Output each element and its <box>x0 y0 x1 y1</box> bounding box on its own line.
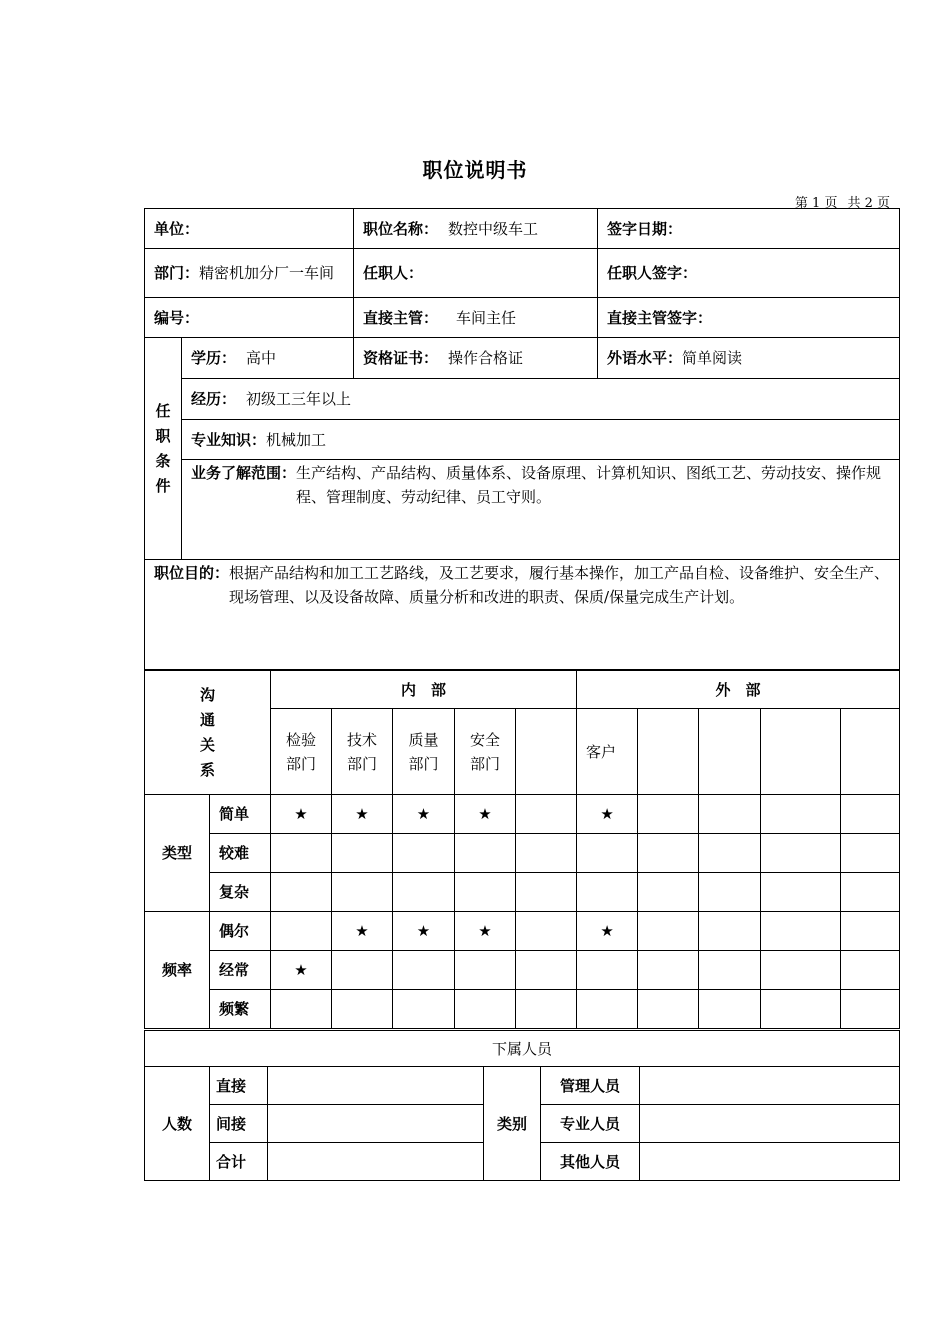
comm-cell <box>761 951 841 990</box>
supervisor-value: 车间主任 <box>456 308 517 327</box>
comm-cell <box>516 795 577 834</box>
category-label: 类别 <box>484 1067 541 1181</box>
req-row-experience <box>145 379 900 420</box>
internal-column-header <box>516 709 577 795</box>
page-total: 共 2 页 <box>847 196 890 211</box>
internal-column-header: 安全 部门 <box>455 709 516 795</box>
sub-row-1 <box>145 1067 900 1105</box>
knowledge-label: 专业知识： <box>191 430 267 449</box>
job-info-table <box>144 208 900 670</box>
category-row-other: 其他人员 <box>541 1143 640 1181</box>
external-column-header <box>761 709 841 795</box>
star-mark: ★ <box>455 795 516 834</box>
certificate-cell <box>354 338 598 379</box>
business-label: 业务了解范围： <box>191 464 297 482</box>
comm-cell <box>841 834 900 873</box>
comm-group-label: 频率 <box>145 912 210 1029</box>
star-mark: ★ <box>332 912 393 951</box>
page-current: 第 1 页 <box>794 196 838 211</box>
internal-column-header: 质量 部门 <box>393 709 455 795</box>
communication-side-label: 沟 通 关 系 <box>145 671 271 795</box>
comm-cell <box>271 873 332 912</box>
dept-cell <box>145 249 354 298</box>
comm-cell <box>455 873 516 912</box>
star-mark: ★ <box>271 795 332 834</box>
external-header: 外 部 <box>577 671 900 709</box>
star-mark: ★ <box>271 951 332 990</box>
holder-sign-label: 任职人签字： <box>607 264 698 282</box>
comm-cell <box>516 990 577 1029</box>
category-row-professional: 专业人员 <box>541 1105 640 1143</box>
purpose-cell <box>145 560 900 670</box>
unit-label: 单位： <box>154 219 200 238</box>
language-label: 外语水平： <box>607 349 683 367</box>
comm-cell <box>455 834 516 873</box>
comm-cell <box>638 873 699 912</box>
subordinates-table <box>144 1030 900 1181</box>
comm-cell <box>841 873 900 912</box>
knowledge-cell <box>182 420 900 460</box>
count-label: 人数 <box>145 1067 210 1181</box>
comm-cell <box>761 795 841 834</box>
count-value-total <box>268 1143 484 1181</box>
req-row-education <box>145 338 900 379</box>
knowledge-value: 机械加工 <box>266 430 327 449</box>
star-mark: ★ <box>393 912 455 951</box>
sign-date-cell <box>598 209 900 249</box>
sign-date-label: 签字日期： <box>607 219 683 238</box>
holder-cell <box>354 249 598 298</box>
language-value: 简单阅读 <box>682 349 743 367</box>
document-title: 职位说明书 <box>422 158 528 182</box>
star-mark: ★ <box>577 912 638 951</box>
position-value: 数控中级车工 <box>448 219 539 238</box>
holder-sign-cell <box>598 249 900 298</box>
comm-cell <box>516 873 577 912</box>
internal-column-header: 技术 部门 <box>332 709 393 795</box>
comm-row-label: 复杂 <box>210 873 271 912</box>
experience-label: 经历： <box>191 390 237 408</box>
external-column-header <box>638 709 699 795</box>
category-value-other <box>640 1143 900 1181</box>
comm-cell <box>841 912 900 951</box>
comm-cell <box>455 951 516 990</box>
position-label: 职位名称： <box>363 219 439 238</box>
holder-label: 任职人： <box>363 264 424 282</box>
star-mark: ★ <box>577 795 638 834</box>
experience-value: 初级工三年以上 <box>246 390 352 408</box>
business-cell <box>182 460 900 560</box>
comm-row <box>145 951 900 990</box>
supervisor-sign-cell <box>598 298 900 338</box>
comm-cell <box>699 795 761 834</box>
comm-row-label: 简单 <box>210 795 271 834</box>
supervisor-label: 直接主管： <box>363 308 439 327</box>
comm-cell <box>516 834 577 873</box>
comm-cell <box>332 951 393 990</box>
purpose-row <box>145 560 900 670</box>
internal-header: 内 部 <box>271 671 577 709</box>
count-row-indirect: 间接 <box>210 1105 268 1143</box>
comm-cell <box>577 990 638 1029</box>
comm-row <box>145 873 900 912</box>
education-value: 高中 <box>246 349 277 367</box>
dept-label: 部门： <box>154 264 200 282</box>
count-value-direct <box>268 1067 484 1105</box>
comm-cell <box>761 873 841 912</box>
comm-cell <box>332 873 393 912</box>
comm-cell <box>332 834 393 873</box>
subordinates-title: 下属人员 <box>145 1031 900 1067</box>
comm-row <box>145 795 900 834</box>
comm-row <box>145 912 900 951</box>
comm-row <box>145 834 900 873</box>
comm-cell <box>393 990 455 1029</box>
comm-cell <box>271 990 332 1029</box>
comm-cell <box>577 951 638 990</box>
count-row-direct: 直接 <box>210 1067 268 1105</box>
comm-cell <box>841 951 900 990</box>
category-value-professional <box>640 1105 900 1143</box>
comm-cell <box>638 912 699 951</box>
certificate-label: 资格证书： <box>363 349 439 367</box>
comm-cell <box>841 990 900 1029</box>
comm-cell <box>393 834 455 873</box>
star-mark: ★ <box>393 795 455 834</box>
comm-cell <box>699 951 761 990</box>
unit-cell <box>145 209 354 249</box>
education-label: 学历： <box>191 349 237 367</box>
education-cell <box>182 338 354 379</box>
info-row-code <box>145 298 900 338</box>
comm-cell <box>638 795 699 834</box>
supervisor-sign-label: 直接主管签字： <box>607 308 713 327</box>
req-row-business <box>145 460 900 560</box>
comm-cell <box>841 795 900 834</box>
dept-value: 精密机加分厂一车间 <box>199 264 335 282</box>
comm-cell <box>638 834 699 873</box>
external-column-header: 客户 <box>577 709 638 795</box>
info-row-unit <box>145 209 900 249</box>
info-row-dept <box>145 249 900 298</box>
internal-column-header: 检验 部门 <box>271 709 332 795</box>
star-mark: ★ <box>455 912 516 951</box>
count-value-indirect <box>268 1105 484 1143</box>
comm-cell <box>393 951 455 990</box>
comm-cell <box>699 990 761 1029</box>
comm-header-row <box>145 671 900 709</box>
comm-cell <box>761 990 841 1029</box>
language-cell <box>598 338 900 379</box>
external-column-header <box>699 709 761 795</box>
comm-cell <box>577 873 638 912</box>
code-cell <box>145 298 354 338</box>
purpose-label: 职位目的： <box>154 564 230 582</box>
purpose-text: 根据产品结构和加工工艺路线，及工艺要求，履行基本操作，加工产品自检、设备维护、安全生产、现场管理、以及设备故障、质量分析和改进的职责、保质/保量完成生产计划。 <box>229 564 890 606</box>
business-value: 生产结构、产品结构、质量体系、设备原理、计算机知识、图纸工艺、劳动技安、操作规程、管理制度、劳动纪律、员工守则。 <box>296 464 882 506</box>
comm-cell <box>455 990 516 1029</box>
comm-cell <box>761 912 841 951</box>
comm-cell <box>271 912 332 951</box>
comm-cell <box>699 873 761 912</box>
experience-cell <box>182 379 900 420</box>
category-value-management <box>640 1067 900 1105</box>
comm-row-label: 频繁 <box>210 990 271 1029</box>
subordinates-title-row <box>145 1031 900 1067</box>
comm-row-label: 较难 <box>210 834 271 873</box>
external-column-header <box>841 709 900 795</box>
comm-cell <box>699 912 761 951</box>
comm-cell <box>516 951 577 990</box>
comm-row-label: 偶尔 <box>210 912 271 951</box>
comm-cell <box>516 912 577 951</box>
count-row-total: 合计 <box>210 1143 268 1181</box>
comm-row <box>145 990 900 1029</box>
certificate-value: 操作合格证 <box>448 349 524 367</box>
position-cell <box>354 209 598 249</box>
requirements-side-label: 任 职 条 件 <box>145 338 182 560</box>
comm-cell <box>638 951 699 990</box>
star-mark: ★ <box>332 795 393 834</box>
communication-table <box>144 670 900 1029</box>
comm-cell <box>699 834 761 873</box>
comm-cell <box>393 873 455 912</box>
category-row-management: 管理人员 <box>541 1067 640 1105</box>
comm-cell <box>271 834 332 873</box>
comm-cell <box>332 990 393 1029</box>
code-label: 编号： <box>154 308 200 327</box>
comm-cell <box>638 990 699 1029</box>
req-row-knowledge <box>145 420 900 460</box>
comm-row-label: 经常 <box>210 951 271 990</box>
supervisor-cell <box>354 298 598 338</box>
comm-cell <box>761 834 841 873</box>
comm-cell <box>577 834 638 873</box>
comm-group-label: 类型 <box>145 795 210 912</box>
